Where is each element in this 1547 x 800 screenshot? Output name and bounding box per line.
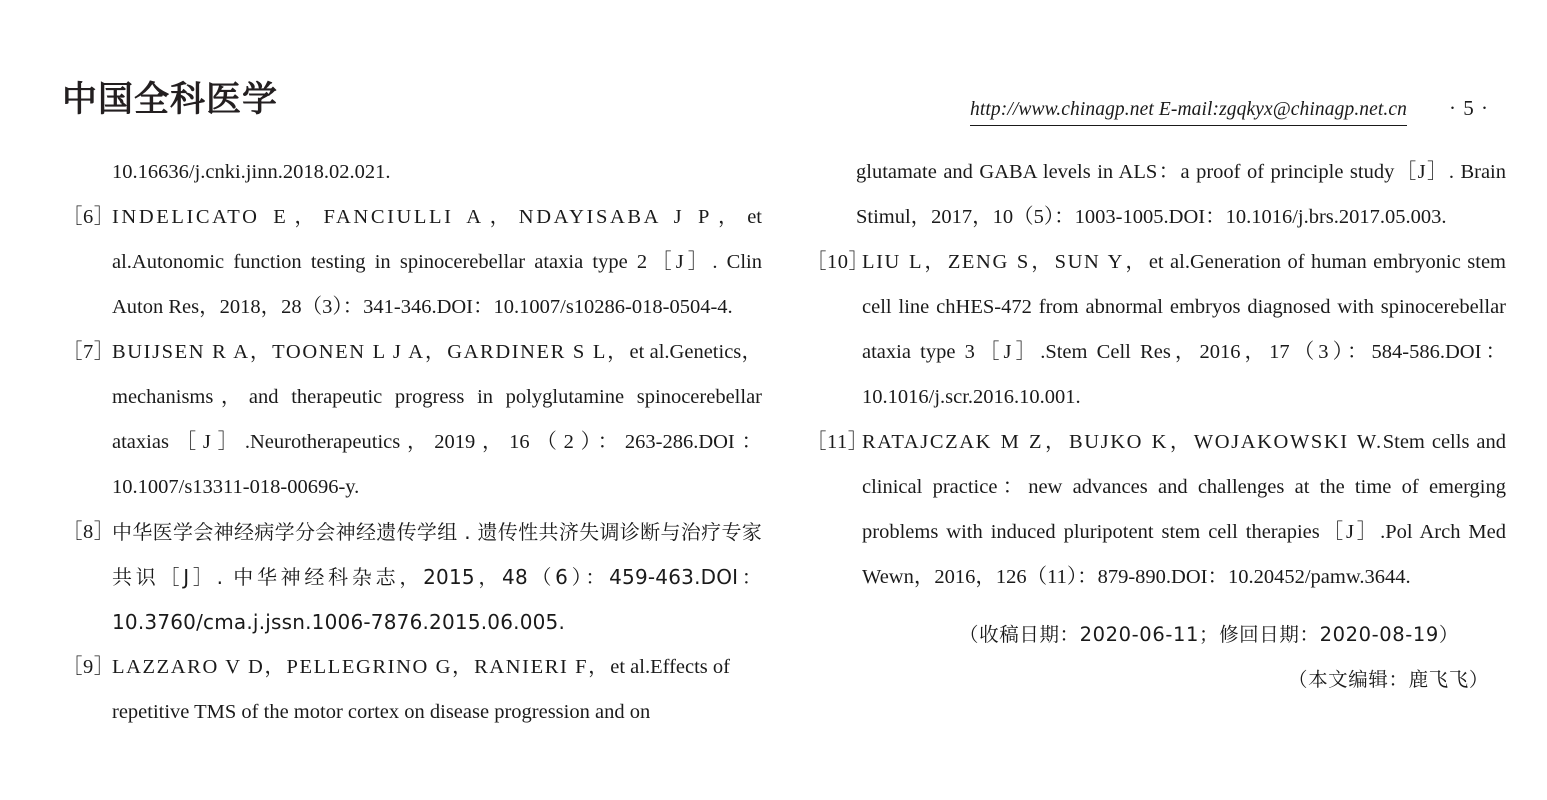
- reference-text: [112, 195, 762, 330]
- reference-number: ［8］: [62, 521, 115, 543]
- journal-website-email-link[interactable]: http://www.chinagp.net E-mail:zgqkyx@chinagp.net.cn: [970, 99, 1407, 126]
- reference-text: [862, 420, 1506, 600]
- reference-detail: Stem cells and clinical practice：new advances and challenges at the time of emerging problems with induced pluripotent stem cell therapies［J］.Pol Arch Med Wewn，2016，126（11）：879-890.DOI：10.20452/pamw.3644.: [862, 431, 1506, 588]
- reference-list-right: [806, 150, 1506, 600]
- reference-text: 中华医学会神经病学分会神经遗传学组 . 遗传性共济失调诊断与治疗专家共识［J］. 中华神经科杂志，2015，48（6）：459-463.DOI：10.3760/cma.j.jssn.1006-7876.2015.06.005.: [112, 520, 762, 634]
- article-footnotes: [789, 612, 1489, 702]
- reference-authors: LIU L，ZENG S，SUN Y，: [862, 251, 1149, 273]
- right-column: [806, 150, 1506, 600]
- reference-number: ［6］: [62, 206, 115, 228]
- reference-text: [112, 645, 762, 735]
- reference-item: [62, 330, 762, 510]
- left-column: [62, 150, 762, 735]
- reference-continuation-ref9: glutamate and GABA levels in ALS：a proof of principle study［J］. Brain Stimul，2017，10（5）：1003-1005.DOI：10.1016/j.brs.2017.05.003.: [856, 161, 1506, 228]
- reference-detail: et al.Genetics，mechanisms，and therapeutic progress in polyglutamine spinocerebellar ataxias［J］.Neurotherapeutics，2019，16（2）：263-286.DOI：10.1007/s13311-018-00696-y.: [112, 341, 762, 498]
- reference-authors: INDELICATO E，FANCIULLI A，NDAYISABA J P，: [112, 206, 748, 228]
- reference-number: ［7］: [62, 341, 115, 363]
- reference-text: [862, 240, 1506, 420]
- reference-number: ［11］: [806, 431, 869, 453]
- reference-text: [112, 330, 762, 510]
- reference-detail: et al.Effects of repetitive TMS of the motor cortex on disease progression and on: [112, 656, 730, 723]
- reference-list-left: [62, 150, 762, 735]
- reference-item: [62, 645, 762, 735]
- reference-number: ［9］: [62, 656, 115, 678]
- reference-item: [806, 240, 1506, 420]
- page-number: · 5 ·: [1449, 96, 1489, 120]
- reference-detail: et al.Autonomic function testing in spinocerebellar ataxia type 2［J］. Clin Auton Res，2018，28（3）：341-346.DOI：10.1007/s10286-018-0504-4.: [112, 206, 762, 318]
- reference-item: [62, 195, 762, 330]
- reference-number: ［10］: [806, 251, 870, 273]
- header-right-group: [970, 96, 1489, 126]
- editor-credit: （本文编辑：鹿飞飞）: [1287, 668, 1489, 691]
- received-revised-date: （收稿日期：2020-06-11；修回日期：2020-08-19）: [959, 623, 1459, 646]
- reference-item: [806, 420, 1506, 600]
- reference-continuation-previous: 10.16636/j.cnki.jinn.2018.02.021.: [112, 161, 391, 183]
- reference-authors: RATAJCZAK M Z，BUJKO K，WOJAKOWSKI W.: [862, 431, 1383, 453]
- reference-columns: [0, 150, 1547, 800]
- reference-detail: et al.Generation of human embryonic stem cell line chHES-472 from abnormal embryos diagnosed with spinocerebellar ataxia type 3［J］.Stem Cell Res，2016，17（3）：584-586.DOI：10.1016/j.scr.2016.10.001.: [862, 251, 1506, 408]
- reference-authors: LAZZARO V D，PELLEGRINO G，RANIERI F，: [112, 656, 611, 678]
- journal-title: 中国全科医学: [62, 80, 279, 120]
- reference-item: [62, 510, 762, 645]
- page-header: [0, 0, 1547, 150]
- reference-authors: BUIJSEN R A，TOONEN L J A，GARDINER S L，: [112, 341, 630, 363]
